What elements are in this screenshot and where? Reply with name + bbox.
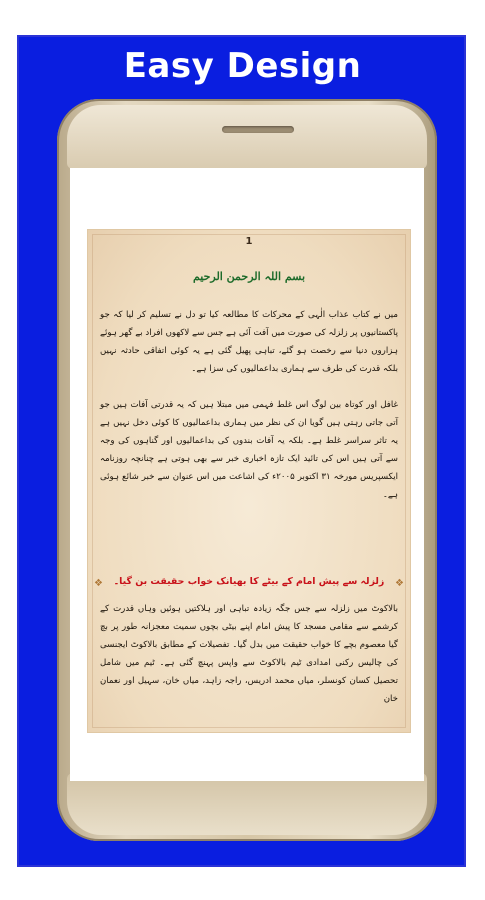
ornament-left-icon: ❖ (94, 578, 103, 589)
paragraph-2: غافل اور کوتاہ بین لوگ اس غلط فہمی میں مبتلا ہیں کہ یہ قدرتی آفات ہیں جو آتی جاتی رہتی ہیں گویا ان کی نظر میں ہماری بداعمالیوں کا کوئی دخل نہیں ہے یہ تاثر سراسر غلط ہے۔ بلکہ یہ آفات بندوں کی بداعمالیوں اور گناہوں کی وجہ سے آتی ہیں اس کی تائید ایک تازہ اخباری خبر سے بھی ہوتی ہے چنانچہ روزنامہ ایکسپریس مورخہ ۳۱ اکتوبر ۲۰۰۵ء کی اشاعت میں اس عنوان سے خبر شائع ہوئی ہے۔ (100, 400, 399, 500)
phone-top-bezel (67, 105, 427, 169)
book-page[interactable] (87, 229, 411, 733)
phone-mockup (57, 99, 437, 841)
section-heading: زلزلہ سے پیش امام کے بیٹے کا بھیانک خواب حقیقت بن گیا۔ (113, 576, 385, 587)
ornament-right-icon: ❖ (395, 578, 404, 589)
paragraph-3: بالاکوٹ میں زلزلہ سے جس جگہ زیادہ تباہی اور ہلاکتیں ہوئیں وہاں قدرت کے کرشمے سے مقامی مسجد کا پیش امام اپنے بیٹی بچوں سمیت معجزانہ طور پر بچ گیا معصوم بچے کا خواب حقیقت میں بدل گیا۔ تفصیلات کے مطابق بالاکوٹ ایجنسی کی چالیس رکنی امدادی ٹیم بالاکوٹ سے واپس پہنچ گئی ہے۔ ٹیم میں شامل تحصیل کسان کونسلر، میاں محمد ادریس، راجہ زاہد، میاں خان، سہیل اور نعمان خان (100, 604, 398, 704)
speaker-grille-icon (222, 126, 294, 133)
banner-title: Easy Design (123, 46, 362, 86)
page-number: 1 (245, 236, 253, 247)
bismillah-heading: بسم اللہ الرحمن الرحیم (192, 270, 306, 283)
phone-bottom-bezel (67, 773, 427, 835)
paragraph-1: میں نے کتاب عذاب الٰہی کے محرکات کا مطالعہ کیا تو دل نے تسلیم کر لیا کہ جو پاکستانیوں پر زلزلہ کی صورت میں آفت آئی ہے جس سے لاکھوں افراد بے گھر ہوئے ہزاروں دنیا سے رخصت ہو گئے، تباہی پھیل گئی ہے یہ کوئی اتفاقی حادثہ نہیں بلکہ قدرت کی طرف سے ہماری بداعمالیوں کی سزا ہے۔ (100, 310, 398, 374)
section-heading-row (94, 572, 404, 598)
phone-screen[interactable] (70, 168, 424, 781)
